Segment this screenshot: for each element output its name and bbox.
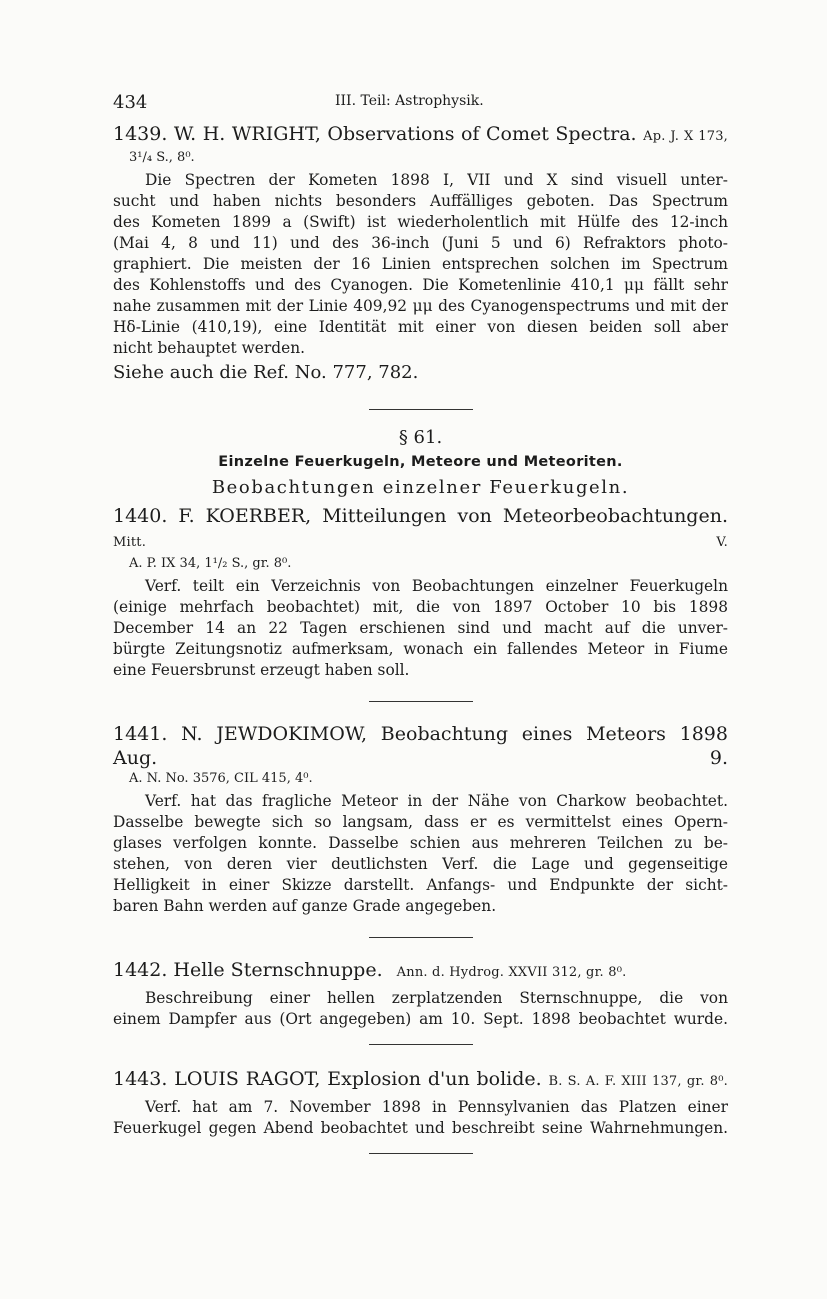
entry-abstract — [113, 576, 728, 681]
divider — [369, 1044, 473, 1045]
abstract-line: einem Dampfer aus (Ort angegeben) am 10. Sept. 1898 beobachtet wurde. — [113, 1010, 728, 1028]
entry-1441 — [113, 722, 728, 917]
entry-reference-continued: A. P. IX 34, 1¹/₂ S., gr. 8⁰. — [129, 556, 292, 571]
see-also-note: Siehe auch die Ref. No. 777, 782. — [113, 362, 419, 383]
divider — [369, 701, 473, 702]
abstract-line: glases verfolgen konnte. Dasselbe schien aus mehreren Teilchen zu be- — [113, 834, 728, 852]
entry-reference: Ann. d. Hydrog. XXVII 312, gr. 8⁰. — [396, 965, 627, 980]
entry-abstract — [113, 791, 728, 917]
abstract-line: eine Feuersbrunst erzeugt haben soll. — [113, 661, 410, 679]
entry-title: 1443. LOUIS RAGOT, Explosion d'un bolide. — [113, 1068, 542, 1090]
abstract-line: nicht behauptet werden. — [113, 339, 306, 357]
entry-reference: Ap. J. X 173, — [643, 129, 728, 144]
entry-abstract — [113, 988, 728, 1030]
abstract-line: graphiert. Die meisten der 16 Linien entsprechen solchen im Spectrum — [113, 255, 728, 273]
section-title: Einzelne Feuerkugeln, Meteore und Meteoriten. — [218, 454, 623, 470]
entry-reference-continued: 3¹/₄ S., 8⁰. — [129, 150, 195, 165]
entry-title: 1442. Helle Sternschnuppe. — [113, 959, 383, 981]
entry-title: 1439. W. H. WRIGHT, Observations of Comet Spectra. — [113, 123, 637, 145]
abstract-line: sucht und haben nichts besonders Auffälliges geboten. Das Spectrum — [113, 192, 728, 210]
entry-heading — [113, 122, 728, 149]
abstract-line: December 14 an 22 Tagen erschienen sind und macht auf die unver- — [113, 619, 728, 637]
entry-abstract — [113, 1097, 728, 1139]
abstract-line: Verf. hat das fragliche Meteor in der Nähe von Charkow beobachtet. — [145, 792, 728, 810]
entry-1443 — [113, 1067, 728, 1139]
document-page — [113, 92, 728, 1154]
entry-heading — [113, 504, 728, 555]
entry-title: 1440. F. KOERBER, Mitteilungen von Meteorbeobachtungen. — [113, 505, 728, 527]
abstract-line: stehen, von deren vier deutlichsten Verf. die Lage und gegenseitige — [113, 855, 728, 873]
abstract-line: des Kohlenstoffs und des Cyanogen. Die Kometenlinie 410,1 μμ fällt sehr — [113, 276, 728, 294]
abstract-line: Feuerkugel gegen Abend beobachtet und beschreibt seine Wahrnehmungen. — [113, 1119, 728, 1137]
section-number: § 61. — [398, 427, 443, 448]
entry-reference-continued: A. N. No. 3576, CIL 415, 4⁰. — [129, 771, 313, 786]
abstract-line: Dasselbe bewegte sich so langsam, dass er es vermittelst eines Opern- — [113, 813, 728, 831]
divider — [369, 937, 473, 938]
page-number: 434 — [113, 92, 148, 113]
page-header — [113, 92, 728, 118]
entry-1442 — [113, 958, 728, 1030]
abstract-line: Verf. hat am 7. November 1898 in Pennsylvanien das Platzen einer — [145, 1098, 728, 1116]
running-title: III. Teil: Astrophysik. — [335, 93, 484, 109]
entry-heading — [113, 958, 728, 985]
abstract-line: des Kometen 1899 a (Swift) ist wiederholentlich mit Hülfe des 12-inch — [113, 213, 728, 231]
section-61 — [113, 426, 728, 500]
entry-reference: B. S. A. F. XIII 137, gr. 8⁰. — [548, 1074, 728, 1089]
divider — [369, 409, 473, 410]
abstract-line: Hδ-Linie (410,19), eine Identität mit einer von diesen beiden soll aber — [113, 318, 728, 336]
abstract-line: Verf. teilt ein Verzeichnis von Beobachtungen einzelner Feuerkugeln — [145, 577, 728, 595]
abstract-line: baren Bahn werden auf ganze Grade angegeben. — [113, 897, 497, 915]
abstract-line: Helligkeit in einer Skizze darstellt. Anfangs- und Endpunkte der sicht- — [113, 876, 728, 894]
abstract-line: Die Spectren der Kometen 1898 I, VII und X sind visuell unter- — [145, 171, 728, 189]
entry-1439 — [113, 122, 728, 385]
entry-heading: 1441. N. JEWDOKIMOW, Beobachtung eines Meteors 1898 Aug. 9. — [113, 723, 728, 769]
entry-1440 — [113, 504, 728, 681]
abstract-line: Beschreibung einer hellen zerplatzenden Sternschnuppe, die von — [145, 989, 728, 1007]
abstract-line: (einige mehrfach beobachtet) mit, die von 1897 October 10 bis 1898 — [113, 598, 728, 616]
entry-heading — [113, 1067, 728, 1094]
section-subtitle: Beobachtungen einzelner Feuerkugeln. — [211, 477, 630, 498]
abstract-line: (Mai 4, 8 und 11) und des 36-inch (Juni 5 und 6) Refraktors photo- — [113, 234, 728, 252]
abstract-line: nahe zusammen mit der Linie 409,92 μμ des Cyanogenspectrums und mit der — [113, 297, 728, 315]
entry-reference: Mitt. V. — [113, 535, 728, 550]
abstract-line: bürgte Zeitungsnotiz aufmerksam, wonach ein fallendes Meteor in Fiume — [113, 640, 728, 658]
entry-abstract — [113, 170, 728, 359]
divider — [369, 1153, 473, 1154]
